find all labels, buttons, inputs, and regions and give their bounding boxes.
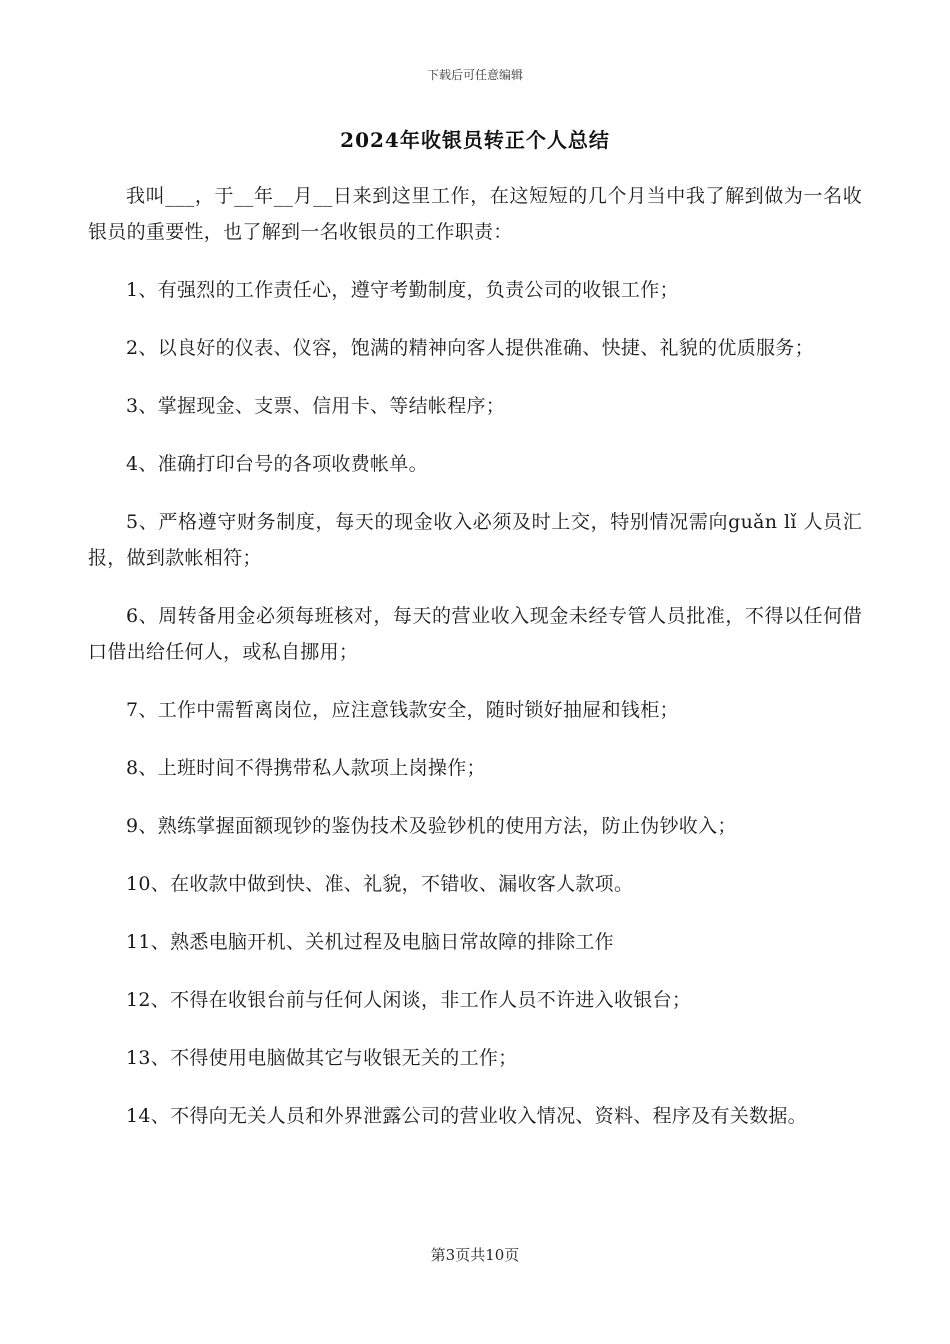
list-item: 1、有强烈的工作责任心，遵守考勤制度，负责公司的收银工作；	[126, 279, 679, 301]
page-footer: 第3页共10页	[430, 1246, 520, 1264]
document-title: 2024年收银员转正个人总结	[340, 128, 610, 152]
header-note: 下载后可任意编辑	[426, 68, 523, 82]
list-item: 7、工作中需暂离岗位，应注意钱款安全，随时锁好抽屉和钱柜；	[126, 699, 679, 721]
list-item: 5、严格遵守财务制度，每天的现金收入必须及时上交，特别情况需向guǎn lǐ 人员汇报，做到款帐相符；	[88, 511, 862, 569]
list-item: 4、准确打印台号的各项收费帐单。	[126, 453, 428, 475]
list-item: 10、在收款中做到快、准、礼貌，不错收、漏收客人款项。	[126, 873, 634, 895]
list-item: 8、上班时间不得携带私人款项上岗操作；	[126, 757, 486, 779]
list-item: 14、不得向无关人员和外界泄露公司的营业收入情况、资料、程序及有关数据。	[126, 1105, 807, 1127]
document-body	[88, 178, 862, 1156]
list-item: 13、不得使用电脑做其它与收银无关的工作；	[126, 1047, 518, 1069]
list-item: 6、周转备用金必须每班核对，每天的营业收入现金未经专管人员批准，不得以任何借口借出给任何人，或私自挪用；	[88, 605, 862, 663]
list-item: 12、不得在收银台前与任何人闲谈，非工作人员不许进入收银台；	[126, 989, 692, 1011]
list-item: 11、熟悉电脑开机、关机过程及电脑日常故障的排除工作	[126, 931, 614, 953]
list-item: 2、以良好的仪表、仪容，饱满的精神向客人提供准确、快捷、礼貌的优质服务；	[126, 337, 814, 359]
list-item: 9、熟练掌握面额现钞的鉴伪技术及验钞机的使用方法，防止伪钞收入；	[126, 815, 737, 837]
intro-paragraph: 我叫___，于__年__月__日来到这里工作，在这短短的几个月当中我了解到做为一名收银员的重要性，也了解到一名收银员的工作职责：	[88, 185, 862, 243]
list-item: 3、掌握现金、支票、信用卡、等结帐程序；	[126, 395, 506, 417]
